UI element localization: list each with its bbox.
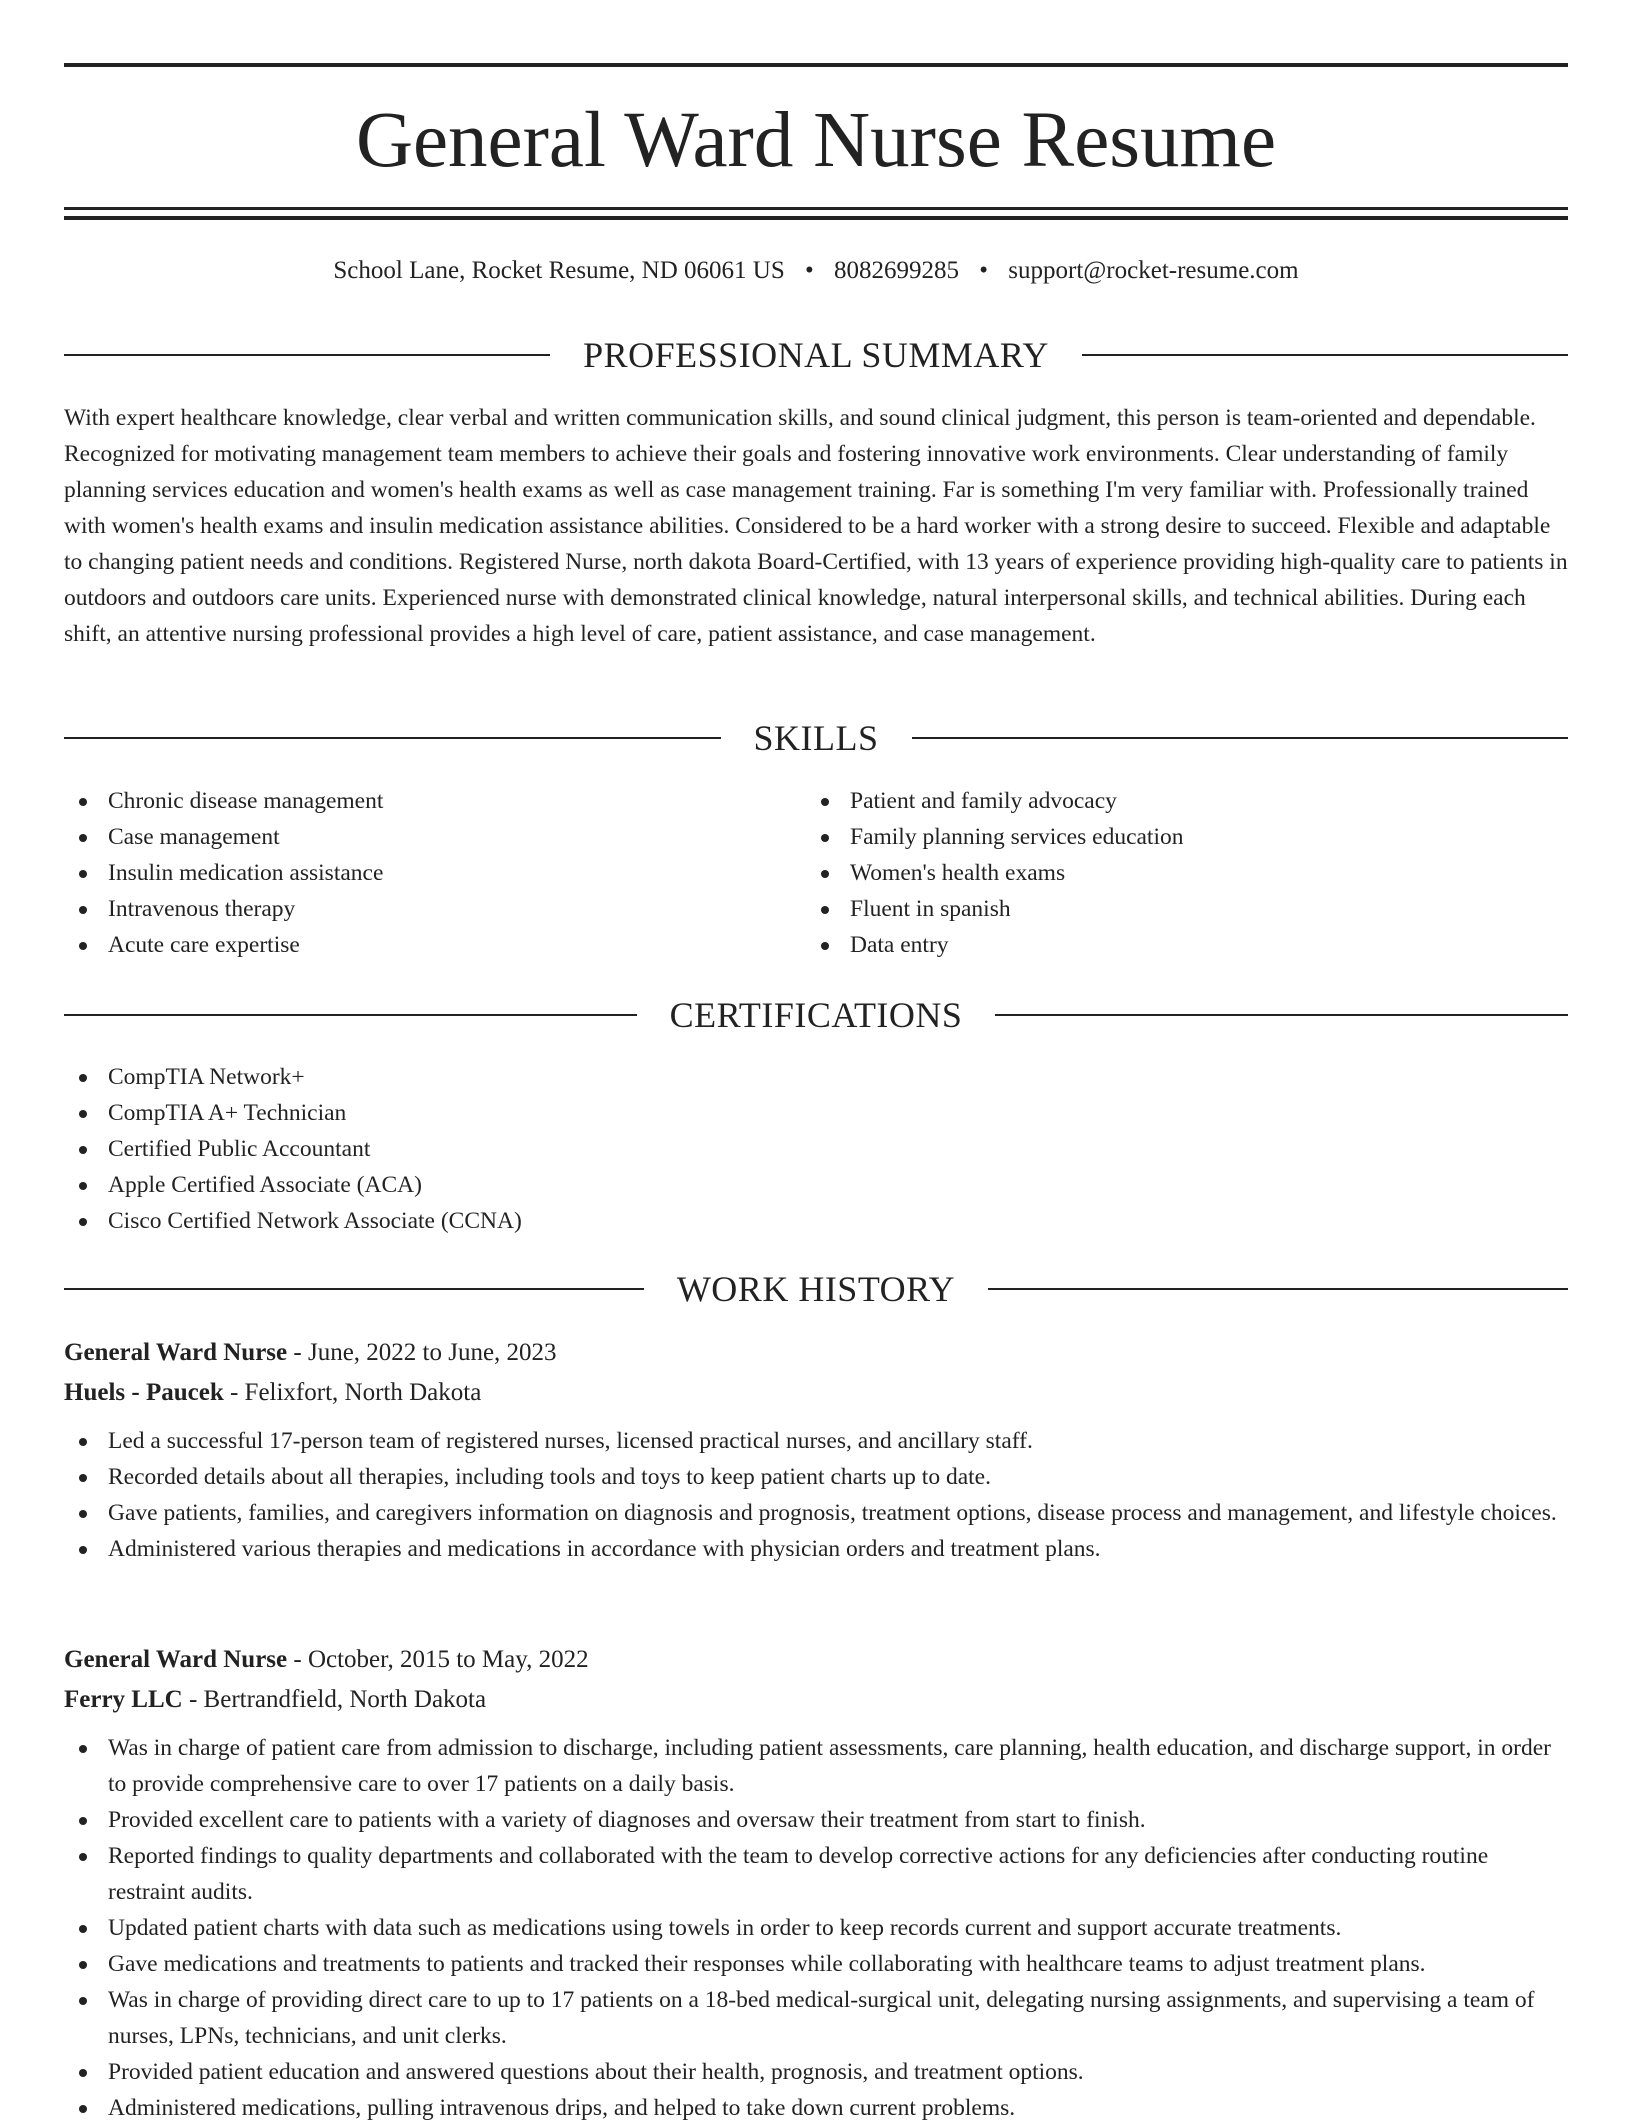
skill-item: Chronic disease management xyxy=(64,783,764,819)
certification-item: Apple Certified Associate (ACA) xyxy=(64,1167,1568,1203)
skills-heading xyxy=(64,716,1568,760)
skill-item: Intravenous therapy xyxy=(64,891,764,927)
certifications-block xyxy=(64,1059,1568,1239)
heading-rule-right xyxy=(1082,354,1568,356)
certification-item: Cisco Certified Network Associate (CCNA) xyxy=(64,1203,1568,1239)
work-history-heading xyxy=(64,1267,1568,1311)
job-duty: Gave medications and treatments to patients and tracked their responses while collaborating with healthcare teams to adjust treatment plans. xyxy=(64,1946,1568,1982)
skill-item: Fluent in spanish xyxy=(806,891,1506,927)
contact-email: support@rocket-resume.com xyxy=(1008,257,1299,284)
certifications-heading xyxy=(64,993,1568,1037)
title-double-rule xyxy=(64,207,1568,220)
skill-item: Insulin medication assistance xyxy=(64,855,764,891)
resume-title: General Ward Nurse Resume xyxy=(355,97,1277,184)
job-duty: Was in charge of patient care from admission to discharge, including patient assessments, care planning, health education, and discharge support, in order to provide comprehensive care to over 17 patients on a daily basis. xyxy=(64,1730,1568,1802)
job-title-line xyxy=(64,1333,1568,1373)
job-duty: Was in charge of providing direct care to up to 17 patients on a 18-bed medical-surgical unit, delegating nursing assignments, and supervising a team of nurses, LPNs, technicians, and unit clerks. xyxy=(64,1982,1568,2054)
job-duty: Updated patient charts with data such as medications using towels in order to keep records current and support accurate treatments. xyxy=(64,1910,1568,1946)
contact-separator: • xyxy=(979,257,989,284)
section-title: SKILLS xyxy=(753,718,879,758)
job-title: General Ward Nurse xyxy=(64,1339,288,1366)
job-duty: Provided excellent care to patients with a variety of diagnoses and oversaw their treatment from start to finish. xyxy=(64,1802,1568,1838)
certification-item: CompTIA Network+ xyxy=(64,1059,1568,1095)
job-entry xyxy=(64,1333,1568,1567)
section-title: CERTIFICATIONS xyxy=(669,995,963,1035)
contact-line xyxy=(64,254,1568,288)
job-duty: Led a successful 17-person team of registered nurses, licensed practical nurses, and ancillary staff. xyxy=(64,1423,1568,1459)
heading-rule-left xyxy=(64,1288,644,1290)
job-duty: Administered various therapies and medications in accordance with physician orders and treatment plans. xyxy=(64,1531,1568,1567)
skill-item: Women's health exams xyxy=(806,855,1506,891)
job-location: - Bertrandfield, North Dakota xyxy=(182,1686,487,1713)
section-title: PROFESSIONAL SUMMARY xyxy=(583,335,1049,375)
section-title: WORK HISTORY xyxy=(676,1269,956,1309)
skill-item: Patient and family advocacy xyxy=(806,783,1506,819)
skills-column-left xyxy=(64,783,764,963)
job-title: General Ward Nurse xyxy=(64,1646,288,1673)
job-entry xyxy=(64,1640,1568,2126)
skill-item: Acute care expertise xyxy=(64,927,764,963)
job-dates: - June, 2022 to June, 2023 xyxy=(287,1339,557,1366)
job-company-line xyxy=(64,1373,1568,1413)
heading-rule-left xyxy=(64,354,550,356)
top-rule xyxy=(64,63,1568,67)
heading-rule-left xyxy=(64,1014,637,1016)
contact-phone: 8082699285 xyxy=(834,257,960,284)
job-title-line xyxy=(64,1640,1568,1680)
job-duty: Recorded details about all therapies, including tools and toys to keep patient charts up to date. xyxy=(64,1459,1568,1495)
heading-rule-right xyxy=(995,1014,1568,1016)
skills-list-left xyxy=(64,783,764,963)
skills-list-right xyxy=(806,783,1506,963)
skills-column-right xyxy=(806,783,1506,963)
summary-heading xyxy=(64,333,1568,377)
heading-rule-right xyxy=(912,737,1569,739)
job-duty: Provided patient education and answered questions about their health, prognosis, and treatment options. xyxy=(64,2054,1568,2090)
job-company-line xyxy=(64,1680,1568,1720)
job-duties-list xyxy=(64,1423,1568,1567)
contact-address: School Lane, Rocket Resume, ND 06061 US xyxy=(333,257,785,284)
heading-rule-right xyxy=(988,1288,1568,1290)
job-company: Huels - Paucek xyxy=(64,1379,224,1406)
job-dates: - October, 2015 to May, 2022 xyxy=(287,1646,589,1673)
job-duty: Administered medications, pulling intravenous drips, and helped to take down current problems. xyxy=(64,2090,1568,2126)
certification-item: Certified Public Accountant xyxy=(64,1131,1568,1167)
summary-text: With expert healthcare knowledge, clear verbal and written communication skills, and sound clinical judgment, this person is team-oriented and dependable. Recognized for motivating management team members to achieve their goals and fostering innovative work environments. Clear understanding of family planning services education and women's health exams as well as case management training. Far is something I'm very familiar with. Professionally trained with women's health exams and insulin medication assistance abilities. Considered to be a hard worker with a strong desire to succeed. Flexible and adaptable to changing patient needs and conditions. Registered Nurse, north dakota Board-Certified, with 13 years of experience providing high-quality care to patients in outdoors and outdoors care units. Experienced nurse with demonstrated clinical knowledge, natural interpersonal skills, and technical abilities. During each shift, an attentive nursing professional provides a high level of care, patient assistance, and case management. xyxy=(64,405,1568,647)
certification-item: CompTIA A+ Technician xyxy=(64,1095,1568,1131)
skill-item: Data entry xyxy=(806,927,1506,963)
job-duties-list xyxy=(64,1730,1568,2126)
heading-rule-left xyxy=(64,737,721,739)
job-duty: Reported findings to quality departments and collaborated with the team to develop corrective actions for any deficiencies after conducting routine restraint audits. xyxy=(64,1838,1568,1910)
certifications-list xyxy=(64,1059,1568,1239)
contact-separator: • xyxy=(805,257,814,284)
skill-item: Case management xyxy=(64,819,764,855)
skill-item: Family planning services education xyxy=(806,819,1506,855)
job-duty: Gave patients, families, and caregivers information on diagnosis and prognosis, treatment options, disease process and management, and lifestyle choices. xyxy=(64,1495,1568,1531)
job-company: Ferry LLC xyxy=(64,1686,183,1713)
job-location: - Felixfort, North Dakota xyxy=(223,1379,482,1406)
